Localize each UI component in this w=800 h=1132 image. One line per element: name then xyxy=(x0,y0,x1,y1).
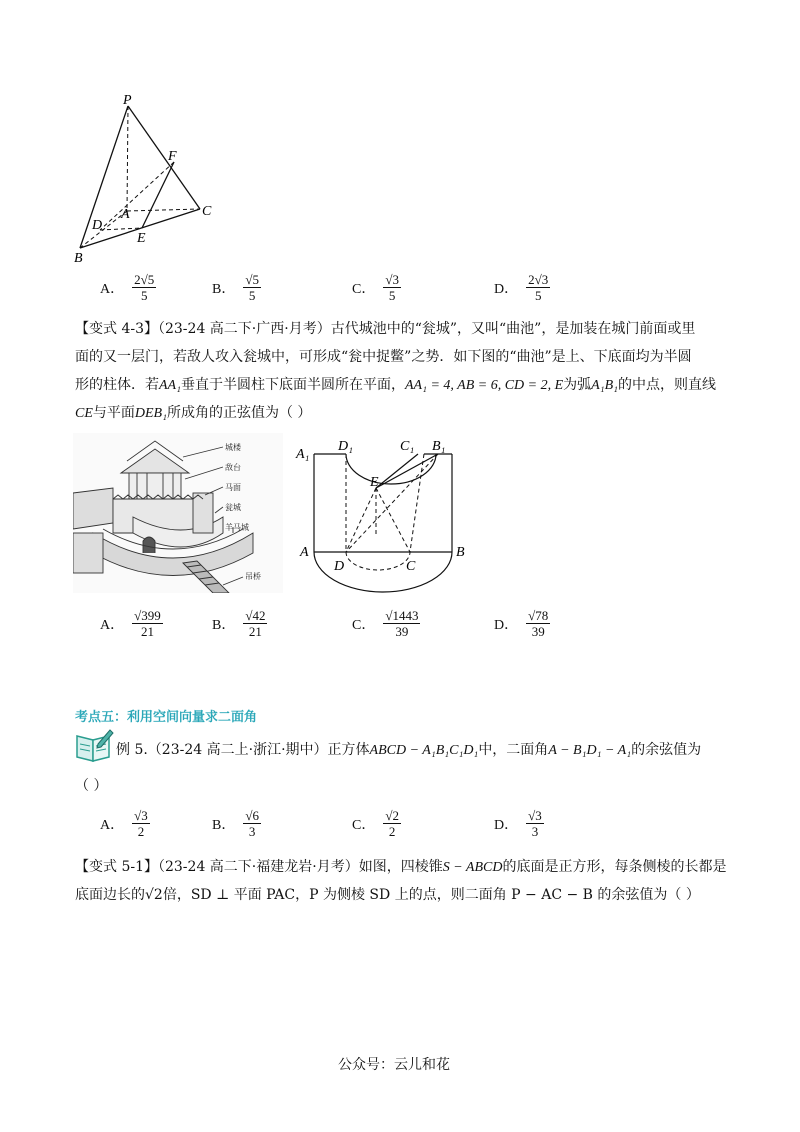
castle-label-diaoqiao: 吊桥 xyxy=(245,572,261,581)
ex5-option-B[interactable]: B． $\frac{√6}{3}$ xyxy=(212,808,259,839)
section-heading: 考点五：利用空间向量求二面角 xyxy=(75,710,258,725)
castle-illustration xyxy=(73,433,283,593)
castle-label-yangmacheng: 羊马城 xyxy=(225,523,249,532)
option-B[interactable]: B． $\frac{√5}{5}$ xyxy=(212,272,259,303)
answer-A[interactable]: A． $\frac{√399}{21}$ xyxy=(100,608,161,639)
castle-label-chenglou: 城楼 xyxy=(225,443,241,452)
q43-line3: 形的柱体．若AA₁垂直于半圆柱下底面半圆所在平面，AA₁ = 4, AB = 6, CD = 2, E为弧A₁B₁的中点，则直线 xyxy=(75,377,716,393)
ex5-option-D[interactable]: D． $\frac{√3}{3}$ xyxy=(494,808,542,839)
q43-line4: CE与平面DEB₁所成角的正弦值为（ ） xyxy=(75,405,312,421)
ex5-option-A[interactable]: A． $\frac{√3}{2}$ xyxy=(100,808,148,839)
label-A1: A₁ xyxy=(296,447,310,462)
label-B1: B₁ xyxy=(432,439,446,454)
label-B: B xyxy=(74,251,83,266)
label-C1: C₁ xyxy=(400,439,415,454)
castle-label-ditai: 敌台 xyxy=(225,463,241,472)
answer-C[interactable]: C． $\frac{√1443}{39}$ xyxy=(352,608,419,639)
label-D1: D₁ xyxy=(338,439,353,454)
label-B: B xyxy=(456,545,465,560)
label-A: A xyxy=(300,545,309,560)
q51-line2: 底面边长的√2倍，SD ⊥ 平面 PAC，P 为侧棱 SD 上的点，则二面角 P − AC − B 的余弦值为（ ） xyxy=(75,887,700,903)
label-A: A xyxy=(121,207,130,222)
label-E: E xyxy=(370,475,379,490)
ex5-option-C[interactable]: C． $\frac{√2}{2}$ xyxy=(352,808,399,839)
book-pencil-icon xyxy=(74,728,114,764)
answer-B[interactable]: B． $\frac{√42}{21}$ xyxy=(212,608,266,639)
ex5-line1: 例 5.（23-24 高二上·浙江·期中）正方体ABCD − A₁B₁C₁D₁中，二面角A − B₁D₁ − A₁的余弦值为 xyxy=(116,742,702,758)
tetrahedron-figure xyxy=(70,90,230,270)
label-P: P xyxy=(123,93,132,108)
option-D[interactable]: D． $\frac{2√3}{5}$ xyxy=(494,272,549,303)
option-C[interactable]: C． $\frac{√3}{5}$ xyxy=(352,272,399,303)
label-D: D xyxy=(334,559,345,574)
castle-label-mamian: 马面 xyxy=(225,483,241,492)
answer-D[interactable]: D． $\frac{√78}{39}$ xyxy=(494,608,549,639)
label-F: F xyxy=(168,149,177,164)
label-C: C xyxy=(202,204,212,219)
q43-line1: 【变式 4-3】（23-24 高二下·广西·月考）古代城池中的“瓮城”，又叫“曲池”，是加装在城门前面或里 xyxy=(75,321,696,337)
castle-label-wengcheng: 瓮城 xyxy=(225,503,241,512)
semicylinder-figure xyxy=(292,436,468,596)
label-D: D xyxy=(92,218,103,233)
label-E: E xyxy=(137,231,146,246)
option-A[interactable]: A． $\frac{2√5}{5}$ xyxy=(100,272,155,303)
ex5-paren: （ ） xyxy=(75,778,108,794)
q51-line1: 【变式 5-1】（23-24 高二下·福建龙岩·月考）如图，四棱锥S − ABCD的底面是正方形，每条侧棱的长都是 xyxy=(75,859,727,875)
label-C: C xyxy=(406,559,416,574)
page-footer: 公众号：云儿和花 xyxy=(338,1057,450,1073)
q43-line2: 面的又一层门，若敌人攻入瓮城中，可形成“瓮中捉鳖”之势．如下图的“曲池”是上、下底面均为半圆 xyxy=(75,349,692,365)
